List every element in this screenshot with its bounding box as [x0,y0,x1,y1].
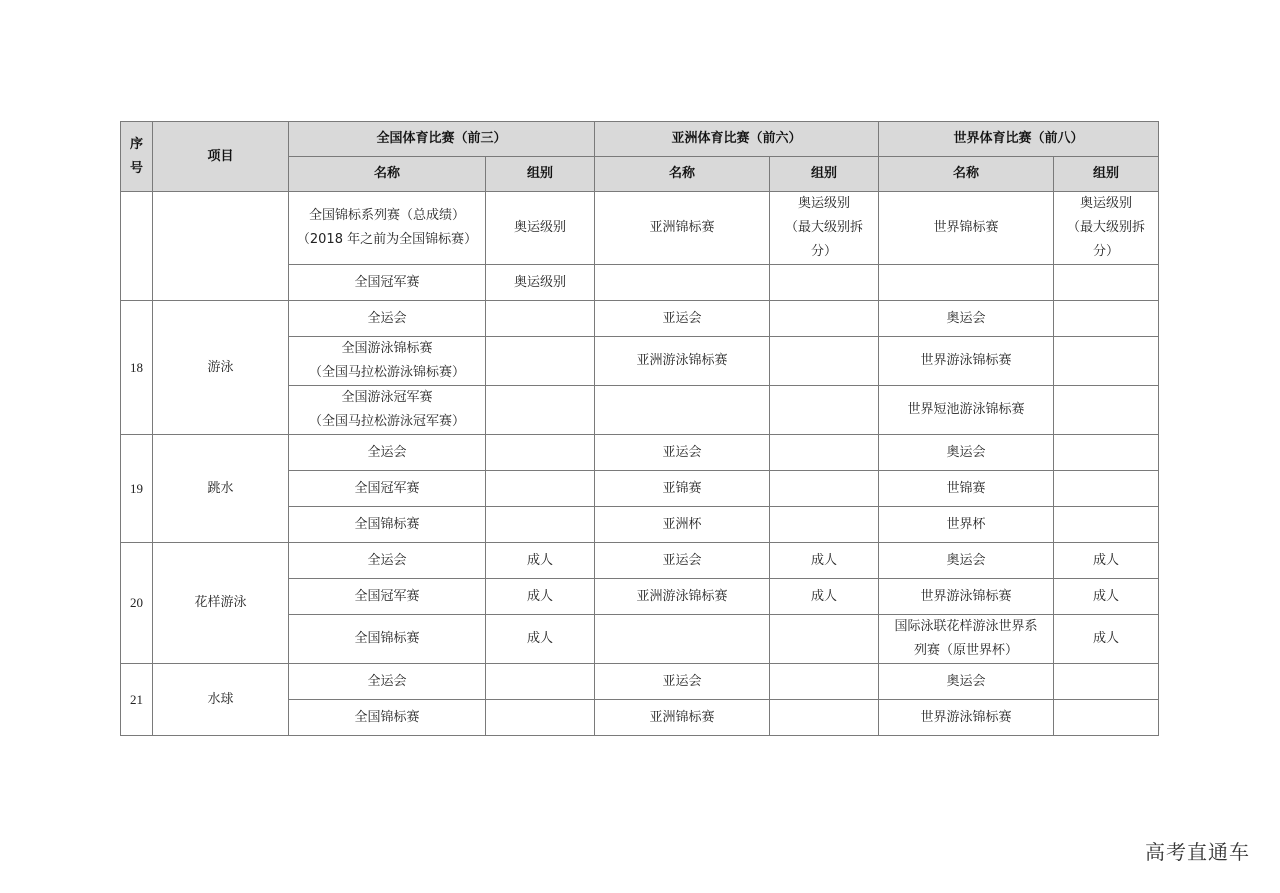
world-name-cell: 世界游泳锦标赛 [879,579,1054,615]
national-group-cell: 奥运级别 [486,192,595,265]
asian-group-cell [770,507,879,543]
competition-table [120,121,1159,736]
world-group-cell: 成人 [1054,579,1159,615]
world-name-cell: 国际泳联花样游泳世界系 列赛（原世界杯） [879,615,1054,664]
national-group-cell [486,507,595,543]
world-name-cell: 世锦赛 [879,471,1054,507]
item-cell: 游泳 [153,301,289,435]
asian-name-cell: 亚洲杯 [595,507,770,543]
seq-cell: 21 [121,664,153,736]
world-name-cell: 世界游泳锦标赛 [879,700,1054,736]
table-row [121,664,1159,700]
seq-cell: 20 [121,543,153,664]
asian-group-cell [770,435,879,471]
national-name-cell: 全国冠军赛 [289,471,486,507]
national-name-cell: 全国锦标赛 [289,700,486,736]
world-group-cell [1054,435,1159,471]
header-asian-name: 名称 [595,157,770,192]
item-cell: 跳水 [153,435,289,543]
seq-cell: 19 [121,435,153,543]
national-group-cell: 奥运级别 [486,265,595,301]
national-name-cell: 全国锦标系列赛（总成绩） （2018 年之前为全国锦标赛） [289,192,486,265]
national-name-cell: 全运会 [289,543,486,579]
header-national-group: 组别 [486,157,595,192]
table-row [121,435,1159,471]
world-name-cell: 世界锦标赛 [879,192,1054,265]
national-group-cell [486,435,595,471]
national-name-cell: 全国冠军赛 [289,265,486,301]
world-name-cell: 世界游泳锦标赛 [879,337,1054,386]
watermark: 高考直通车 [1145,840,1250,864]
world-name-cell: 奥运会 [879,664,1054,700]
world-group-cell [1054,386,1159,435]
item-cell [153,192,289,301]
world-name-cell: 奥运会 [879,301,1054,337]
world-group-cell: 成人 [1054,615,1159,664]
asian-name-cell: 亚运会 [595,435,770,471]
world-name-cell: 世界杯 [879,507,1054,543]
header-world-name: 名称 [879,157,1054,192]
asian-group-cell: 成人 [770,579,879,615]
asian-group-cell [770,337,879,386]
asian-name-cell: 亚洲锦标赛 [595,192,770,265]
world-name-cell: 奥运会 [879,543,1054,579]
national-name-cell: 全运会 [289,301,486,337]
asian-name-cell [595,615,770,664]
seq-cell: 18 [121,301,153,435]
header-row-1 [121,122,1159,157]
asian-name-cell: 亚洲锦标赛 [595,700,770,736]
item-cell: 水球 [153,664,289,736]
national-name-cell: 全运会 [289,435,486,471]
asian-name-cell [595,386,770,435]
national-group-cell: 成人 [486,615,595,664]
asian-group-cell [770,700,879,736]
asian-group-cell [770,471,879,507]
header-asian: 亚洲体育比赛（前六） [595,122,879,157]
world-group-cell: 成人 [1054,543,1159,579]
national-group-cell: 成人 [486,579,595,615]
seq-cell [121,192,153,301]
header-asian-group: 组别 [770,157,879,192]
national-name-cell: 全国游泳冠军赛 （全国马拉松游泳冠军赛） [289,386,486,435]
national-group-cell [486,700,595,736]
world-group-cell [1054,700,1159,736]
asian-name-cell: 亚运会 [595,664,770,700]
world-group-cell [1054,507,1159,543]
header-world-group: 组别 [1054,157,1159,192]
asian-group-cell: 奥运级别 （最大级别拆 分） [770,192,879,265]
world-group-cell: 奥运级别 （最大级别拆 分） [1054,192,1159,265]
asian-group-cell [770,615,879,664]
table-row [121,192,1159,265]
asian-name-cell: 亚运会 [595,301,770,337]
table-row [121,543,1159,579]
national-group-cell [486,664,595,700]
asian-name-cell: 亚锦赛 [595,471,770,507]
national-name-cell: 全国锦标赛 [289,507,486,543]
header-national: 全国体育比赛（前三） [289,122,595,157]
national-group-cell [486,301,595,337]
national-group-cell [486,337,595,386]
header-world: 世界体育比赛（前八） [879,122,1159,157]
asian-name-cell: 亚运会 [595,543,770,579]
header-seq: 序 号 [121,122,153,192]
world-name-cell [879,265,1054,301]
world-group-cell [1054,301,1159,337]
asian-group-cell [770,664,879,700]
world-group-cell [1054,337,1159,386]
asian-name-cell: 亚洲游泳锦标赛 [595,337,770,386]
world-name-cell: 奥运会 [879,435,1054,471]
national-group-cell [486,471,595,507]
world-group-cell [1054,265,1159,301]
national-group-cell: 成人 [486,543,595,579]
world-group-cell [1054,471,1159,507]
national-group-cell [486,386,595,435]
asian-group-cell: 成人 [770,543,879,579]
asian-group-cell [770,386,879,435]
national-name-cell: 全运会 [289,664,486,700]
asian-name-cell: 亚洲游泳锦标赛 [595,579,770,615]
asian-group-cell [770,265,879,301]
table-row [121,301,1159,337]
asian-name-cell [595,265,770,301]
asian-group-cell [770,301,879,337]
world-group-cell [1054,664,1159,700]
national-name-cell: 全国游泳锦标赛 （全国马拉松游泳锦标赛） [289,337,486,386]
national-name-cell: 全国冠军赛 [289,579,486,615]
national-name-cell: 全国锦标赛 [289,615,486,664]
header-national-name: 名称 [289,157,486,192]
world-name-cell: 世界短池游泳锦标赛 [879,386,1054,435]
item-cell: 花样游泳 [153,543,289,664]
header-item: 项目 [153,122,289,192]
